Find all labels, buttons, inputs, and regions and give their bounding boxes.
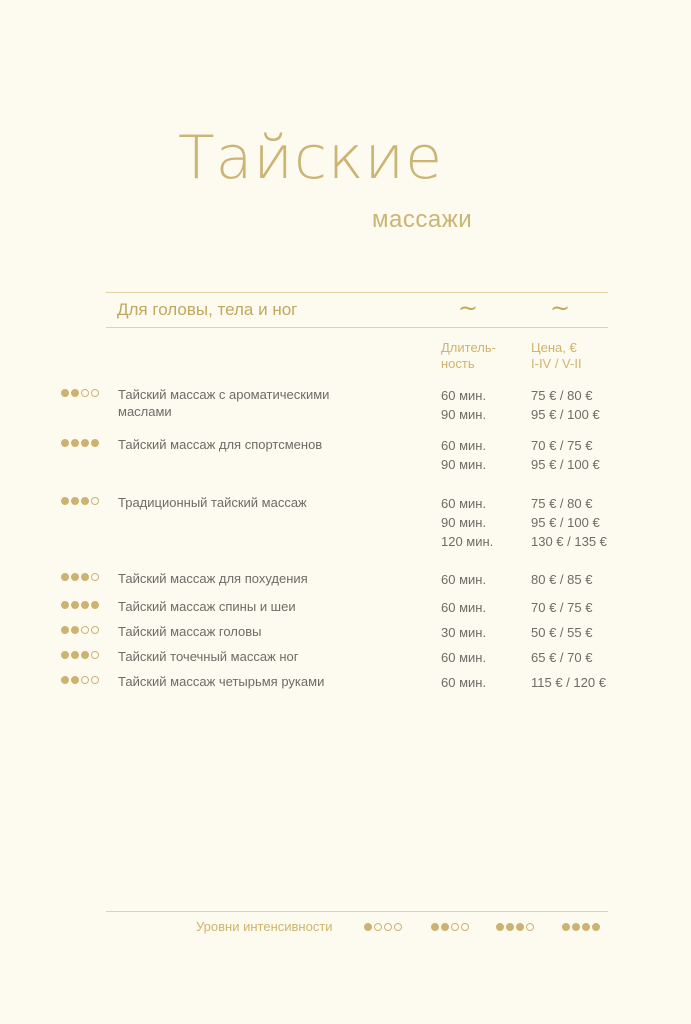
intensity-dot-filled-icon <box>506 923 514 931</box>
intensity-indicator <box>61 573 99 581</box>
intensity-dot-empty-icon <box>461 923 469 931</box>
duration-value: 60 мин. <box>441 388 487 403</box>
intensity-indicator <box>61 601 99 609</box>
massage-durations <box>441 623 486 642</box>
intensity-dot-filled-icon <box>61 601 69 609</box>
legend-level-4 <box>562 923 600 931</box>
duration-value: 90 мин. <box>441 457 487 472</box>
intensity-indicator <box>61 626 99 634</box>
intensity-dot-filled-icon <box>516 923 524 931</box>
duration-value: 60 мин. <box>441 600 487 615</box>
intensity-dot-filled-icon <box>71 497 79 505</box>
massage-name: Тайский массаж для спортсменов <box>118 437 323 452</box>
intensity-dot-filled-icon <box>582 923 590 931</box>
massage-prices <box>531 570 592 589</box>
intensity-dot-filled-icon <box>61 439 69 447</box>
price-value: 95 € / 100 € <box>531 457 600 472</box>
page-title: Тайские <box>178 123 443 193</box>
massage-name: Тайский массаж с ароматическими маслами <box>118 387 330 419</box>
intensity-indicator <box>61 497 99 505</box>
price-value: 65 € / 70 € <box>531 650 593 665</box>
intensity-dot-filled-icon <box>71 439 79 447</box>
intensity-dot-empty-icon <box>374 923 382 931</box>
price-value: 95 € / 100 € <box>531 407 600 422</box>
section-title: Для головы, тела и ног <box>117 300 298 319</box>
intensity-dot-filled-icon <box>81 439 89 447</box>
column-header-price <box>531 340 582 372</box>
intensity-dot-empty-icon <box>526 923 534 931</box>
massage-name: Тайский массаж спины и шеи <box>118 599 296 614</box>
intensity-indicator <box>61 439 99 447</box>
massage-durations <box>441 494 493 551</box>
duration-value: 30 мин. <box>441 625 487 640</box>
intensity-dot-filled-icon <box>71 626 79 634</box>
intensity-dot-empty-icon <box>81 626 89 634</box>
duration-value: 60 мин. <box>441 438 487 453</box>
duration-value: 60 мин. <box>441 496 487 511</box>
intensity-dot-empty-icon <box>91 497 99 505</box>
intensity-dot-filled-icon <box>61 573 69 581</box>
duration-value: 90 мин. <box>441 407 487 422</box>
price-value: 95 € / 100 € <box>531 515 600 530</box>
massage-prices <box>531 648 592 667</box>
legend-level-2 <box>431 923 469 931</box>
intensity-dot-filled-icon <box>431 923 439 931</box>
column-header-duration-line2: ность <box>441 356 475 371</box>
massage-name: Тайский точечный массаж ног <box>118 649 299 664</box>
duration-value: 60 мин. <box>441 650 487 665</box>
column-header-price-line1: Цена, € <box>531 340 577 355</box>
intensity-dot-filled-icon <box>71 573 79 581</box>
intensity-dot-filled-icon <box>592 923 600 931</box>
massage-prices <box>531 598 592 617</box>
price-value: 75 € / 80 € <box>531 496 593 511</box>
massage-name: Тайский массаж головы <box>118 624 262 639</box>
section-top-rule <box>106 292 608 293</box>
massage-name: Традиционный тайский массаж <box>118 495 307 510</box>
intensity-dot-filled-icon <box>81 651 89 659</box>
massage-name: Тайский массаж для похудения <box>118 571 308 586</box>
legend-label: Уровни интенсивности <box>196 919 333 934</box>
intensity-dot-filled-icon <box>71 389 79 397</box>
intensity-dot-filled-icon <box>441 923 449 931</box>
massage-durations <box>441 673 486 692</box>
intensity-dot-filled-icon <box>572 923 580 931</box>
intensity-dot-filled-icon <box>61 389 69 397</box>
intensity-dot-empty-icon <box>91 626 99 634</box>
massage-prices <box>531 386 600 424</box>
massage-durations <box>441 386 486 424</box>
intensity-dot-empty-icon <box>91 651 99 659</box>
intensity-dot-empty-icon <box>384 923 392 931</box>
legend-rule <box>106 911 608 912</box>
intensity-dot-filled-icon <box>364 923 372 931</box>
intensity-dot-empty-icon <box>91 676 99 684</box>
duration-value: 60 мин. <box>441 675 487 690</box>
intensity-dot-filled-icon <box>562 923 570 931</box>
intensity-indicator <box>61 651 99 659</box>
massage-prices <box>531 623 592 642</box>
intensity-indicator <box>61 389 99 397</box>
duration-value: 90 мин. <box>441 515 487 530</box>
tilde-ornament-duration: ~ <box>458 294 479 322</box>
price-value: 70 € / 75 € <box>531 600 593 615</box>
intensity-dot-filled-icon <box>71 651 79 659</box>
legend-level-3 <box>496 923 534 931</box>
intensity-dot-filled-icon <box>71 601 79 609</box>
intensity-dot-empty-icon <box>81 676 89 684</box>
massage-durations <box>441 598 486 617</box>
intensity-dot-filled-icon <box>81 497 89 505</box>
price-value: 75 € / 80 € <box>531 388 593 403</box>
duration-value: 60 мин. <box>441 572 487 587</box>
section-bottom-rule <box>106 327 608 328</box>
page-subtitle: массажи <box>372 206 473 233</box>
massage-durations <box>441 436 486 474</box>
intensity-dot-filled-icon <box>81 573 89 581</box>
duration-value: 120 мин. <box>441 534 494 549</box>
price-value: 50 € / 55 € <box>531 625 593 640</box>
massage-durations <box>441 648 486 667</box>
massage-prices <box>531 673 606 692</box>
column-header-duration <box>441 340 496 372</box>
massage-prices <box>531 436 600 474</box>
price-value: 70 € / 75 € <box>531 438 593 453</box>
price-value: 80 € / 85 € <box>531 572 593 587</box>
tilde-ornament-price: ~ <box>550 294 571 322</box>
intensity-dot-filled-icon <box>71 676 79 684</box>
price-value: 130 € / 135 € <box>531 534 607 549</box>
column-header-duration-line1: Длитель- <box>441 340 496 355</box>
intensity-dot-filled-icon <box>81 601 89 609</box>
massage-name: Тайский массаж четырьмя руками <box>118 674 325 689</box>
intensity-dot-filled-icon <box>61 651 69 659</box>
intensity-dot-empty-icon <box>91 573 99 581</box>
price-value: 115 € / 120 € <box>531 675 606 690</box>
massage-durations <box>441 570 486 589</box>
intensity-dot-empty-icon <box>91 389 99 397</box>
legend-level-1 <box>364 923 402 931</box>
column-header-price-line2: I-IV / V-II <box>531 356 582 371</box>
intensity-dot-filled-icon <box>91 439 99 447</box>
intensity-dot-empty-icon <box>81 389 89 397</box>
intensity-dot-filled-icon <box>61 626 69 634</box>
intensity-indicator <box>61 676 99 684</box>
massage-prices <box>531 494 607 551</box>
intensity-dot-filled-icon <box>91 601 99 609</box>
intensity-dot-filled-icon <box>61 497 69 505</box>
intensity-dot-filled-icon <box>496 923 504 931</box>
intensity-dot-empty-icon <box>451 923 459 931</box>
intensity-dot-empty-icon <box>394 923 402 931</box>
intensity-dot-filled-icon <box>61 676 69 684</box>
